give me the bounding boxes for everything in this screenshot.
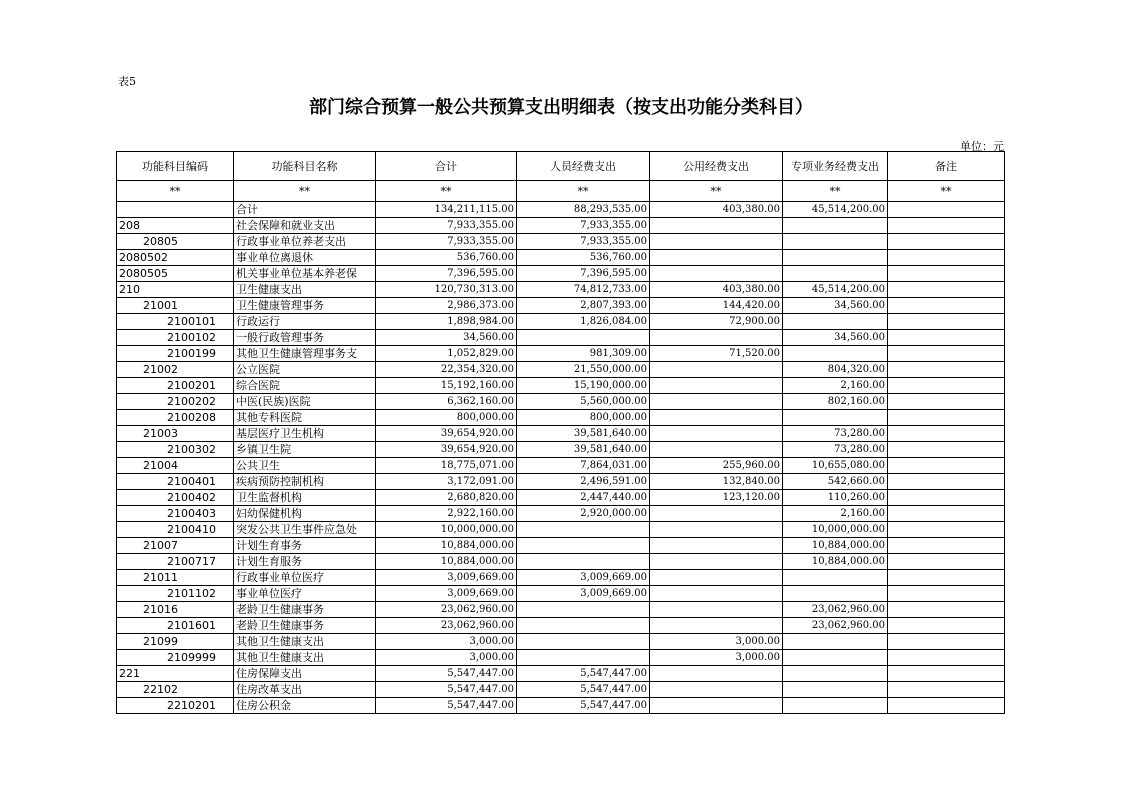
table-row (117, 570, 1005, 586)
code-cell: 21011 (117, 570, 234, 586)
code-cell: 2101601 (117, 618, 234, 634)
name-cell: 卫生健康支出 (234, 282, 376, 298)
personnel-cell (517, 618, 650, 634)
total-cell: 18,775,071.00 (376, 458, 517, 474)
personnel-cell: 7,396,595.00 (517, 266, 650, 282)
special-cell: 34,560.00 (783, 298, 888, 314)
special-cell: 45,514,200.00 (783, 282, 888, 298)
name-cell: 妇幼保健机构 (234, 506, 376, 522)
total-cell: 3,172,091.00 (376, 474, 517, 490)
note-cell (888, 346, 1005, 362)
public-cell (650, 522, 783, 538)
special-cell: 10,884,000.00 (783, 538, 888, 554)
special-cell: 23,062,960.00 (783, 602, 888, 618)
name-cell: 老龄卫生健康事务 (234, 602, 376, 618)
special-cell: 73,280.00 (783, 442, 888, 458)
note-cell (888, 426, 1005, 442)
page-title: 部门综合预算一般公共预算支出明细表（按支出功能分类科目） (309, 97, 813, 118)
public-cell (650, 666, 783, 682)
table-row (117, 650, 1005, 666)
name-cell: 住房保障支出 (234, 666, 376, 682)
code-cell: 221 (117, 666, 234, 682)
name-cell: 疾病预防控制机构 (234, 474, 376, 490)
public-cell (650, 442, 783, 458)
name-cell: 机关事业单位基本养老保 (234, 266, 376, 282)
special-cell: 10,884,000.00 (783, 554, 888, 570)
special-cell: 802,160.00 (783, 394, 888, 410)
public-cell (650, 362, 783, 378)
name-cell: 其他卫生健康支出 (234, 634, 376, 650)
code-cell: 2100101 (117, 314, 234, 330)
total-cell: 120,730,313.00 (376, 282, 517, 298)
table-row (117, 554, 1005, 570)
total-cell: 5,547,447.00 (376, 666, 517, 682)
name-cell: 突发公共卫生事件应急处 (234, 522, 376, 538)
col-header-note: 备注 (888, 152, 1005, 181)
name-cell: 中医(民族)医院 (234, 394, 376, 410)
note-cell (888, 410, 1005, 426)
special-cell: 804,320.00 (783, 362, 888, 378)
note-cell (888, 506, 1005, 522)
table-row (117, 202, 1005, 218)
code-cell (117, 202, 234, 218)
public-cell (650, 618, 783, 634)
table-row (117, 298, 1005, 314)
total-cell: 10,000,000.00 (376, 522, 517, 538)
star-cell: ** (888, 181, 1005, 202)
note-cell (888, 442, 1005, 458)
table-row (117, 506, 1005, 522)
total-cell: 7,396,595.00 (376, 266, 517, 282)
public-cell (650, 554, 783, 570)
special-cell (783, 234, 888, 250)
personnel-cell: 74,812,733.00 (517, 282, 650, 298)
name-cell: 住房改革支出 (234, 682, 376, 698)
note-cell (888, 378, 1005, 394)
public-cell: 403,380.00 (650, 202, 783, 218)
code-cell: 2100717 (117, 554, 234, 570)
name-cell: 事业单位离退休 (234, 250, 376, 266)
personnel-cell (517, 538, 650, 554)
note-cell (888, 602, 1005, 618)
code-cell: 2100403 (117, 506, 234, 522)
name-cell: 住房公积金 (234, 698, 376, 714)
special-cell (783, 666, 888, 682)
code-cell: 21016 (117, 602, 234, 618)
note-cell (888, 490, 1005, 506)
name-cell: 行政事业单位养老支出 (234, 234, 376, 250)
name-cell: 计划生育事务 (234, 538, 376, 554)
personnel-cell: 7,933,355.00 (517, 218, 650, 234)
special-cell: 542,660.00 (783, 474, 888, 490)
public-cell (650, 234, 783, 250)
table-row (117, 266, 1005, 282)
note-cell (888, 362, 1005, 378)
public-cell: 3,000.00 (650, 650, 783, 666)
name-cell: 行政事业单位医疗 (234, 570, 376, 586)
special-cell: 10,655,080.00 (783, 458, 888, 474)
note-cell (888, 650, 1005, 666)
total-cell: 3,000.00 (376, 650, 517, 666)
note-cell (888, 698, 1005, 714)
personnel-cell: 3,009,669.00 (517, 570, 650, 586)
table-row (117, 634, 1005, 650)
special-cell: 2,160.00 (783, 378, 888, 394)
name-cell: 合计 (234, 202, 376, 218)
special-cell (783, 650, 888, 666)
code-cell: 20805 (117, 234, 234, 250)
special-cell (783, 410, 888, 426)
personnel-cell: 5,547,447.00 (517, 682, 650, 698)
name-cell: 计划生育服务 (234, 554, 376, 570)
table-row (117, 362, 1005, 378)
code-cell: 2100208 (117, 410, 234, 426)
name-cell: 综合医院 (234, 378, 376, 394)
personnel-cell: 1,826,084.00 (517, 314, 650, 330)
personnel-cell: 2,920,000.00 (517, 506, 650, 522)
table-row (117, 234, 1005, 250)
total-cell: 3,009,669.00 (376, 570, 517, 586)
personnel-cell (517, 650, 650, 666)
code-cell: 21003 (117, 426, 234, 442)
special-cell (783, 218, 888, 234)
personnel-cell: 7,864,031.00 (517, 458, 650, 474)
total-cell: 6,362,160.00 (376, 394, 517, 410)
note-cell (888, 570, 1005, 586)
header-row (117, 152, 1005, 181)
special-cell: 110,260.00 (783, 490, 888, 506)
table-row (117, 250, 1005, 266)
personnel-cell: 5,560,000.00 (517, 394, 650, 410)
code-cell: 2100199 (117, 346, 234, 362)
name-cell: 事业单位医疗 (234, 586, 376, 602)
personnel-cell: 536,760.00 (517, 250, 650, 266)
total-cell: 34,560.00 (376, 330, 517, 346)
total-cell: 5,547,447.00 (376, 698, 517, 714)
public-cell (650, 410, 783, 426)
note-cell (888, 554, 1005, 570)
budget-table (116, 151, 1005, 714)
total-cell: 1,898,984.00 (376, 314, 517, 330)
note-cell (888, 474, 1005, 490)
special-cell (783, 314, 888, 330)
code-cell: 2100202 (117, 394, 234, 410)
total-cell: 1,052,829.00 (376, 346, 517, 362)
name-cell: 公共卫生 (234, 458, 376, 474)
note-cell (888, 618, 1005, 634)
name-cell: 老龄卫生健康事务 (234, 618, 376, 634)
total-cell: 39,654,920.00 (376, 426, 517, 442)
public-cell: 71,520.00 (650, 346, 783, 362)
special-cell: 45,514,200.00 (783, 202, 888, 218)
special-cell: 34,560.00 (783, 330, 888, 346)
note-cell (888, 682, 1005, 698)
table-row (117, 314, 1005, 330)
personnel-cell: 2,807,393.00 (517, 298, 650, 314)
personnel-cell (517, 554, 650, 570)
special-cell: 73,280.00 (783, 426, 888, 442)
special-cell (783, 634, 888, 650)
code-cell: 2109999 (117, 650, 234, 666)
public-cell (650, 602, 783, 618)
code-cell: 22102 (117, 682, 234, 698)
note-cell (888, 250, 1005, 266)
public-cell: 72,900.00 (650, 314, 783, 330)
personnel-cell: 2,447,440.00 (517, 490, 650, 506)
special-cell (783, 586, 888, 602)
star-cell: ** (783, 181, 888, 202)
table-row (117, 522, 1005, 538)
code-cell: 2100402 (117, 490, 234, 506)
personnel-cell: 2,496,591.00 (517, 474, 650, 490)
table-row (117, 538, 1005, 554)
public-cell: 3,000.00 (650, 634, 783, 650)
special-cell: 23,062,960.00 (783, 618, 888, 634)
table-row (117, 410, 1005, 426)
table-row (117, 490, 1005, 506)
total-cell: 2,680,820.00 (376, 490, 517, 506)
table-row (117, 442, 1005, 458)
col-header-total: 合计 (376, 152, 517, 181)
total-cell: 800,000.00 (376, 410, 517, 426)
personnel-cell: 800,000.00 (517, 410, 650, 426)
personnel-cell (517, 602, 650, 618)
special-cell (783, 698, 888, 714)
code-cell: 210 (117, 282, 234, 298)
special-cell (783, 682, 888, 698)
table-number: 表5 (118, 75, 136, 88)
total-cell: 5,547,447.00 (376, 682, 517, 698)
personnel-cell (517, 634, 650, 650)
table-row (117, 378, 1005, 394)
special-cell (783, 250, 888, 266)
name-cell: 其他专科医院 (234, 410, 376, 426)
total-cell: 3,000.00 (376, 634, 517, 650)
code-cell: 2080502 (117, 250, 234, 266)
total-cell: 15,192,160.00 (376, 378, 517, 394)
name-cell: 行政运行 (234, 314, 376, 330)
table-row (117, 426, 1005, 442)
name-cell: 公立医院 (234, 362, 376, 378)
table-row (117, 666, 1005, 682)
special-cell: 10,000,000.00 (783, 522, 888, 538)
personnel-cell: 981,309.00 (517, 346, 650, 362)
table-row (117, 618, 1005, 634)
col-header-name: 功能科目名称 (234, 152, 376, 181)
total-cell: 7,933,355.00 (376, 234, 517, 250)
code-cell: 2100201 (117, 378, 234, 394)
public-cell (650, 394, 783, 410)
note-cell (888, 458, 1005, 474)
public-cell (650, 378, 783, 394)
total-cell: 22,354,320.00 (376, 362, 517, 378)
special-cell: 2,160.00 (783, 506, 888, 522)
note-cell (888, 202, 1005, 218)
total-cell: 10,884,000.00 (376, 538, 517, 554)
public-cell (650, 266, 783, 282)
personnel-cell: 5,547,447.00 (517, 698, 650, 714)
code-cell: 21002 (117, 362, 234, 378)
col-header-code: 功能科目编码 (117, 152, 234, 181)
star-cell: ** (517, 181, 650, 202)
star-cell: ** (376, 181, 517, 202)
table-row (117, 346, 1005, 362)
table-row (117, 218, 1005, 234)
personnel-cell (517, 330, 650, 346)
public-cell: 123,120.00 (650, 490, 783, 506)
code-cell: 208 (117, 218, 234, 234)
code-cell: 2101102 (117, 586, 234, 602)
note-cell (888, 634, 1005, 650)
col-header-special: 专项业务经费支出 (783, 152, 888, 181)
special-cell (783, 346, 888, 362)
public-cell: 403,380.00 (650, 282, 783, 298)
note-cell (888, 538, 1005, 554)
col-header-public: 公用经费支出 (650, 152, 783, 181)
note-cell (888, 330, 1005, 346)
public-cell: 255,960.00 (650, 458, 783, 474)
col-header-personnel: 人员经费支出 (517, 152, 650, 181)
personnel-cell: 21,550,000.00 (517, 362, 650, 378)
total-cell: 23,062,960.00 (376, 602, 517, 618)
total-cell: 10,884,000.00 (376, 554, 517, 570)
public-cell (650, 698, 783, 714)
table-row (117, 586, 1005, 602)
public-cell (650, 506, 783, 522)
code-cell: 2100401 (117, 474, 234, 490)
name-cell: 卫生健康管理事务 (234, 298, 376, 314)
code-cell: 2100410 (117, 522, 234, 538)
personnel-cell: 7,933,355.00 (517, 234, 650, 250)
public-cell (650, 586, 783, 602)
public-cell (650, 330, 783, 346)
personnel-cell: 39,581,640.00 (517, 426, 650, 442)
table-row (117, 682, 1005, 698)
star-cell: ** (117, 181, 234, 202)
name-cell: 基层医疗卫生机构 (234, 426, 376, 442)
note-cell (888, 314, 1005, 330)
name-cell: 一般行政管理事务 (234, 330, 376, 346)
note-cell (888, 266, 1005, 282)
public-cell (650, 426, 783, 442)
code-cell: 21007 (117, 538, 234, 554)
table-row (117, 474, 1005, 490)
table-row (117, 282, 1005, 298)
total-cell: 7,933,355.00 (376, 218, 517, 234)
special-cell (783, 570, 888, 586)
star-row (117, 181, 1005, 202)
special-cell (783, 266, 888, 282)
personnel-cell: 3,009,669.00 (517, 586, 650, 602)
name-cell: 其他卫生健康管理事务支 (234, 346, 376, 362)
unit-label: 单位：元 (960, 140, 1004, 153)
note-cell (888, 218, 1005, 234)
name-cell: 其他卫生健康支出 (234, 650, 376, 666)
total-cell: 2,986,373.00 (376, 298, 517, 314)
public-cell (650, 538, 783, 554)
note-cell (888, 586, 1005, 602)
code-cell: 21001 (117, 298, 234, 314)
total-cell: 3,009,669.00 (376, 586, 517, 602)
total-cell: 134,211,115.00 (376, 202, 517, 218)
table-row (117, 458, 1005, 474)
name-cell: 卫生监督机构 (234, 490, 376, 506)
table-row (117, 698, 1005, 714)
note-cell (888, 282, 1005, 298)
code-cell: 21004 (117, 458, 234, 474)
personnel-cell: 39,581,640.00 (517, 442, 650, 458)
note-cell (888, 666, 1005, 682)
note-cell (888, 234, 1005, 250)
note-cell (888, 298, 1005, 314)
star-cell: ** (234, 181, 376, 202)
public-cell: 144,420.00 (650, 298, 783, 314)
public-cell (650, 250, 783, 266)
total-cell: 536,760.00 (376, 250, 517, 266)
public-cell (650, 570, 783, 586)
code-cell: 2210201 (117, 698, 234, 714)
table-row (117, 330, 1005, 346)
code-cell: 2100102 (117, 330, 234, 346)
code-cell: 21099 (117, 634, 234, 650)
personnel-cell: 88,293,535.00 (517, 202, 650, 218)
personnel-cell: 5,547,447.00 (517, 666, 650, 682)
name-cell: 乡镇卫生院 (234, 442, 376, 458)
personnel-cell: 15,190,000.00 (517, 378, 650, 394)
public-cell (650, 218, 783, 234)
table-row (117, 602, 1005, 618)
note-cell (888, 394, 1005, 410)
code-cell: 2100302 (117, 442, 234, 458)
total-cell: 39,654,920.00 (376, 442, 517, 458)
public-cell (650, 682, 783, 698)
name-cell: 社会保障和就业支出 (234, 218, 376, 234)
star-cell: ** (650, 181, 783, 202)
table-row (117, 394, 1005, 410)
note-cell (888, 522, 1005, 538)
personnel-cell (517, 522, 650, 538)
total-cell: 23,062,960.00 (376, 618, 517, 634)
total-cell: 2,922,160.00 (376, 506, 517, 522)
public-cell: 132,840.00 (650, 474, 783, 490)
code-cell: 2080505 (117, 266, 234, 282)
